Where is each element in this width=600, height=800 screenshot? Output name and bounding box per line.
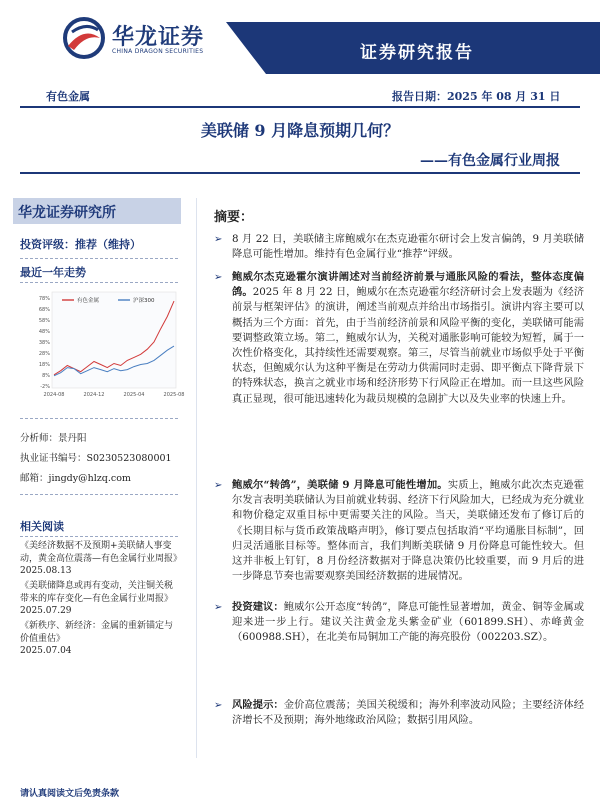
- bullet-text: 2025 年 8 月 22 日，鲍威尔在杰克逊霍尔经济研讨会上发表题为《经济前景与框架评估》的演讲，阐述当前观点并给出市场指引。演讲内容主要可以概括为三个方面：首先，由于当前经济前景和风险平衡的变化，美联储可能需要调整政策立场。第二，鲍威尔认为，关税对通胀影响可能较为短暂，属于一次性价格变化，其持续性还需要观察。第三，尽管当前就业市场似乎处于平衡状态，但鲍威尔认为这种平衡是在劳动力供需同时走弱、即平衡点下降背景下的特殊状态，换言之就业市场和经济形势下行风险正在增加。而一旦这些风险真正显现，很可能迅速转化为裁员规模的急剧扩大以及失业率的快速上升。: [232, 286, 584, 405]
- y-tick-label: 18%: [38, 362, 50, 368]
- company-name: 华龙证券: [112, 25, 205, 50]
- analyst-email[interactable]: 邮箱：jingdy@hlzq.com: [20, 473, 131, 484]
- arrow-bullet-icon: ➢: [214, 272, 223, 283]
- analyst: 分析师：景丹阳: [20, 433, 87, 444]
- bullet-text: 鲍威尔公开态度“转鸽”，降息可能性显著增加，黄金、铜等金属或迎来进一步上行。建议关注黄金龙头紫金矿业（601899.SH）、赤峰黄金（600988.SH），在北美布局铜加工产能的海亮股份（002203.SZ）。: [232, 601, 584, 644]
- y-tick-label: -2%: [40, 384, 50, 390]
- trend-label: 最近一年走势: [20, 266, 86, 279]
- related-title: 《新秩序、新经济：金属的重新锚定与价值重估》: [20, 621, 174, 644]
- trend-chart: [18, 290, 185, 408]
- x-tick-label: 2025-08: [163, 392, 185, 398]
- y-tick-label: 28%: [38, 351, 50, 357]
- y-tick-label: 48%: [38, 329, 50, 335]
- report-date: 报告日期：2025 年 08 月 31 日: [392, 90, 561, 103]
- related-date: 2025.07.04: [20, 646, 72, 656]
- title-divider: [20, 172, 580, 174]
- y-tick-label: 68%: [38, 307, 50, 313]
- x-tick-label: 2024-08: [43, 392, 65, 398]
- related-date: 2025.07.29: [20, 606, 72, 616]
- header-divider: [20, 106, 580, 108]
- bullet-item: [214, 270, 584, 407]
- x-axis: [44, 392, 185, 398]
- bullet-item: [214, 698, 584, 728]
- legend-label: 有色金属: [77, 298, 100, 304]
- company-name-en: CHINA DRAGON SECURITIES: [112, 48, 204, 55]
- rating-label: 投资评级：: [20, 238, 75, 251]
- related-item[interactable]: [20, 580, 180, 618]
- page-title: 美联储 9 月降息预期几何？: [200, 121, 400, 140]
- x-tick-label: 2025-04: [123, 392, 145, 398]
- bullet-bold: 鲍威尔“转鸽”，美联储 9 月降息可能性增加。: [232, 479, 448, 491]
- related-item[interactable]: [20, 540, 183, 578]
- rating-value: 推荐（维持）: [75, 238, 141, 251]
- column-divider: [196, 198, 197, 758]
- related-item[interactable]: [20, 620, 180, 658]
- bullet-item: [214, 232, 584, 262]
- institute-name: 华龙证券研究所: [18, 205, 116, 221]
- bullet-bold: 投资建议：: [232, 601, 284, 613]
- page-subtitle: ——有色金属行业周报: [420, 153, 560, 169]
- y-axis: [39, 296, 50, 390]
- bullet-text: 实质上，鲍威尔此次杰克逊霍尔发言表明美联储认为目前就业转弱、经济下行风险加大，已经成为充分就业和物价稳定双重目标中更需要关注的风险。当天，美联储还发布了修订后的《长期目标与货币政策战略声明》，修订要点包括取消“平均通胀目标制”，回归灵活通胀目标等。整体而言，我们判断美联储 9 月份降息可能性较大。但这并非板上钉钉，8 月份经济数据对于降息决策仍比较重要，而 9 月后的进一步降息节奏也需要观察美国经济数据的进展情况。: [232, 479, 585, 583]
- bullet-item: [214, 478, 584, 584]
- company-logo-icon: [62, 16, 106, 60]
- bullet-text: 金价高位震荡；美国关税缓和；海外利率波动风险；主要经济体经济增长不及预期；海外地缘政治风险；数据引用风险。: [232, 699, 585, 727]
- industry-tag: 有色金属: [46, 90, 90, 103]
- y-tick-label: 78%: [38, 296, 50, 302]
- y-tick-label: 8%: [42, 373, 50, 379]
- x-tick-label: 2024-12: [83, 392, 105, 398]
- arrow-bullet-icon: ➢: [214, 700, 223, 711]
- report-type: 证券研究报告: [360, 43, 474, 63]
- related-date: 2025.08.13: [20, 566, 72, 576]
- related-reading-label: 相关阅读: [20, 520, 64, 533]
- divider: [20, 282, 178, 283]
- divider: [20, 418, 178, 419]
- investment-rating: [20, 236, 141, 252]
- license-number: 执业证书编号：S0230523080001: [20, 453, 172, 464]
- divider: [20, 536, 178, 537]
- divider: [20, 258, 178, 259]
- arrow-bullet-icon: ➢: [214, 234, 223, 245]
- bullet-bold: 风险提示：: [232, 699, 284, 711]
- bullet-item: [214, 600, 584, 646]
- legend-label: 沪深300: [133, 298, 155, 304]
- y-tick-label: 38%: [38, 340, 50, 346]
- related-title: 《美联储降息或再有变动，关注铜关税带来的库存变化—有色金属行业周报》: [20, 581, 174, 604]
- arrow-bullet-icon: ➢: [214, 602, 223, 613]
- related-title: 《美经济数据不及预期+美联储人事变动，黄金高位震荡—有色金属行业周报》: [20, 541, 183, 564]
- footer-hint: 请认真阅读文后免责条款: [20, 789, 120, 799]
- y-tick-label: 58%: [38, 318, 50, 324]
- divider: [20, 494, 178, 495]
- abstract-label: 摘要：: [214, 210, 254, 225]
- bullet-bold: 鲍威尔杰克逊霍尔演讲阐述对当前经济前景与通胀风险的看法，整体态度偏鸽。: [232, 271, 584, 299]
- arrow-bullet-icon: ➢: [214, 480, 223, 491]
- bullet-text: 8 月 22 日，美联储主席鲍威尔在杰克逊霍尔研讨会上发言偏鸽，9 月美联储降息可能性增加。维持有色金属行业“推荐”评级。: [232, 233, 584, 261]
